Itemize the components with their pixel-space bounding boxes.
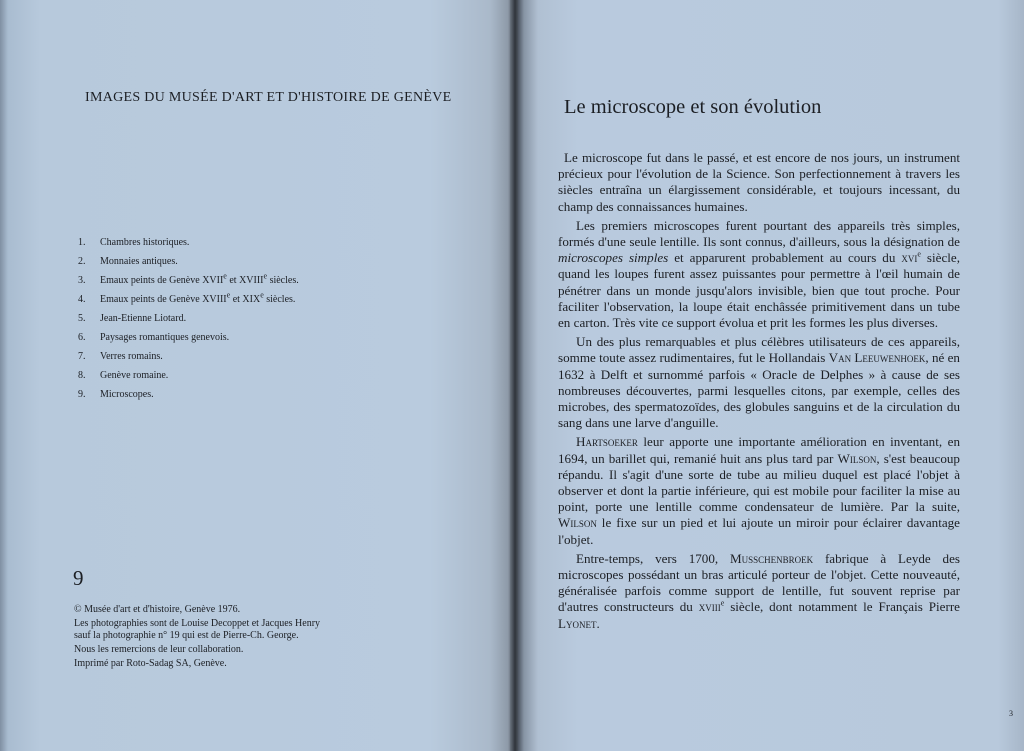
item-number: 3. bbox=[78, 275, 86, 286]
article-body bbox=[558, 150, 960, 635]
volume-number: 9 bbox=[73, 566, 84, 590]
paragraph: Hartsoeker leur apporte une importante amélioration en inventant, en 1694, un barillet qui, remanié huit ans plus tard par Wilson, s'est beaucoup répandu. Il s'agit d'une sorte de tube au milieu duquel est placé l'objet à observer et dont la partie inférieure, qui est mobile pour faciliter la mise au point, porte une lentille comme condensateur de lumière. Par la suite, Wilson le fixe sur un pied et lui ajoute un miroir pour éclairer davantage l'objet. bbox=[558, 434, 960, 547]
item-number: 8. bbox=[78, 370, 86, 381]
list-item bbox=[78, 271, 299, 294]
paragraph: Entre-temps, vers 1700, Musschenbroek fabrique à Leyde des microscopes possédant un bras articulé porteur de l'objet. Cette nouveauté, généralisée parfois comme support de lentille, fut souvent reprise par d'autres constructeurs du xviii$^e$ siècle, dont notamment le Français Pierre Lyonet. bbox=[558, 550, 960, 631]
item-text: Chambres historiques. bbox=[100, 237, 190, 248]
item-number: 5. bbox=[78, 313, 86, 324]
item-text: Verres romains. bbox=[100, 351, 163, 362]
list-item bbox=[78, 237, 299, 256]
series-list bbox=[78, 237, 299, 408]
series-title: IMAGES DU MUSÉE D'ART ET D'HISTOIRE DE GENÈVE bbox=[85, 90, 452, 105]
item-text: Genève romaine. bbox=[100, 370, 169, 381]
paragraph: Le microscope fut dans le passé, et est encore de nos jours, un instrument précieux pour l'évolution de la Science. Son perfectionnement à travers les siècles entraîna un élargissement considérable, et toujours incessant, du champ des connaissances humaines. bbox=[558, 150, 960, 214]
item-number: 6. bbox=[78, 332, 86, 343]
item-text: Jean-Etienne Liotard. bbox=[100, 313, 187, 324]
item-text: Paysages romantiques genevois. bbox=[100, 332, 230, 343]
item-text: Microscopes. bbox=[100, 389, 154, 400]
item-number: 1. bbox=[78, 237, 86, 248]
list-item bbox=[78, 389, 299, 408]
item-number: 9. bbox=[78, 389, 86, 400]
page-title: Le microscope et son évolution bbox=[564, 96, 822, 118]
list-item bbox=[78, 290, 299, 313]
printer-line: Imprimé par Roto-Sadag SA, Genève. bbox=[74, 658, 227, 670]
list-item bbox=[78, 351, 299, 370]
list-item bbox=[78, 370, 299, 389]
copyright-line: © Musée d'art et d'histoire, Genève 1976. bbox=[74, 604, 241, 615]
item-number: 7. bbox=[78, 351, 86, 362]
item-text: Emaux peints de Genève XVIIe et XVIIIe siècles. bbox=[100, 271, 299, 286]
item-text: Monnaies antiques. bbox=[100, 256, 178, 267]
item-number: 4. bbox=[78, 294, 86, 305]
paragraph: Un des plus remarquables et plus célèbres utilisateurs de ces appareils, somme toute assez rudimentaires, fut le Hollandais Van Leeuwenhoek, né en 1632 à Delft et surnommé parfois « Oracle de Delphes » à cause de ses nombreuses découvertes, parmi lesquelles citons, par exemple, celles des microbes, des spermatozoïdes, des globules sanguins et de la circulation du sang dans une larve d'anguille. bbox=[558, 334, 960, 431]
item-number: 2. bbox=[78, 256, 86, 267]
thanks-line: Nous les remercions de leur collaboration. bbox=[74, 644, 244, 656]
list-item bbox=[78, 313, 299, 332]
list-item bbox=[78, 332, 299, 351]
item-text: Emaux peints de Genève XVIIIe et XIXe siècles. bbox=[100, 290, 296, 305]
photo-credits: Les photographies sont de Louise Decoppet et Jacques Henry sauf la photographie n° 19 qui est de Pierre-Ch. George. bbox=[74, 617, 321, 642]
page-number: 3 bbox=[1009, 709, 1013, 718]
colophon bbox=[74, 604, 320, 672]
paragraph: Les premiers microscopes furent pourtant des appareils très simples, formés d'une seule lentille. Ils sont connus, d'ailleurs, sous la désignation de microscopes simples et apparurent probablement au cours du xvi$^e$ siècle, quand les loupes furent assez puissantes pour permettre à l'œil humain de pénétrer dans un monde jusqu'alors invisible, bien que tout proche. Pour faciliter l'observation, la loupe était enchâssée primitivement dans un tube en carton. Très vite ce support évolua et prit les formes les plus diverses. bbox=[558, 217, 961, 331]
